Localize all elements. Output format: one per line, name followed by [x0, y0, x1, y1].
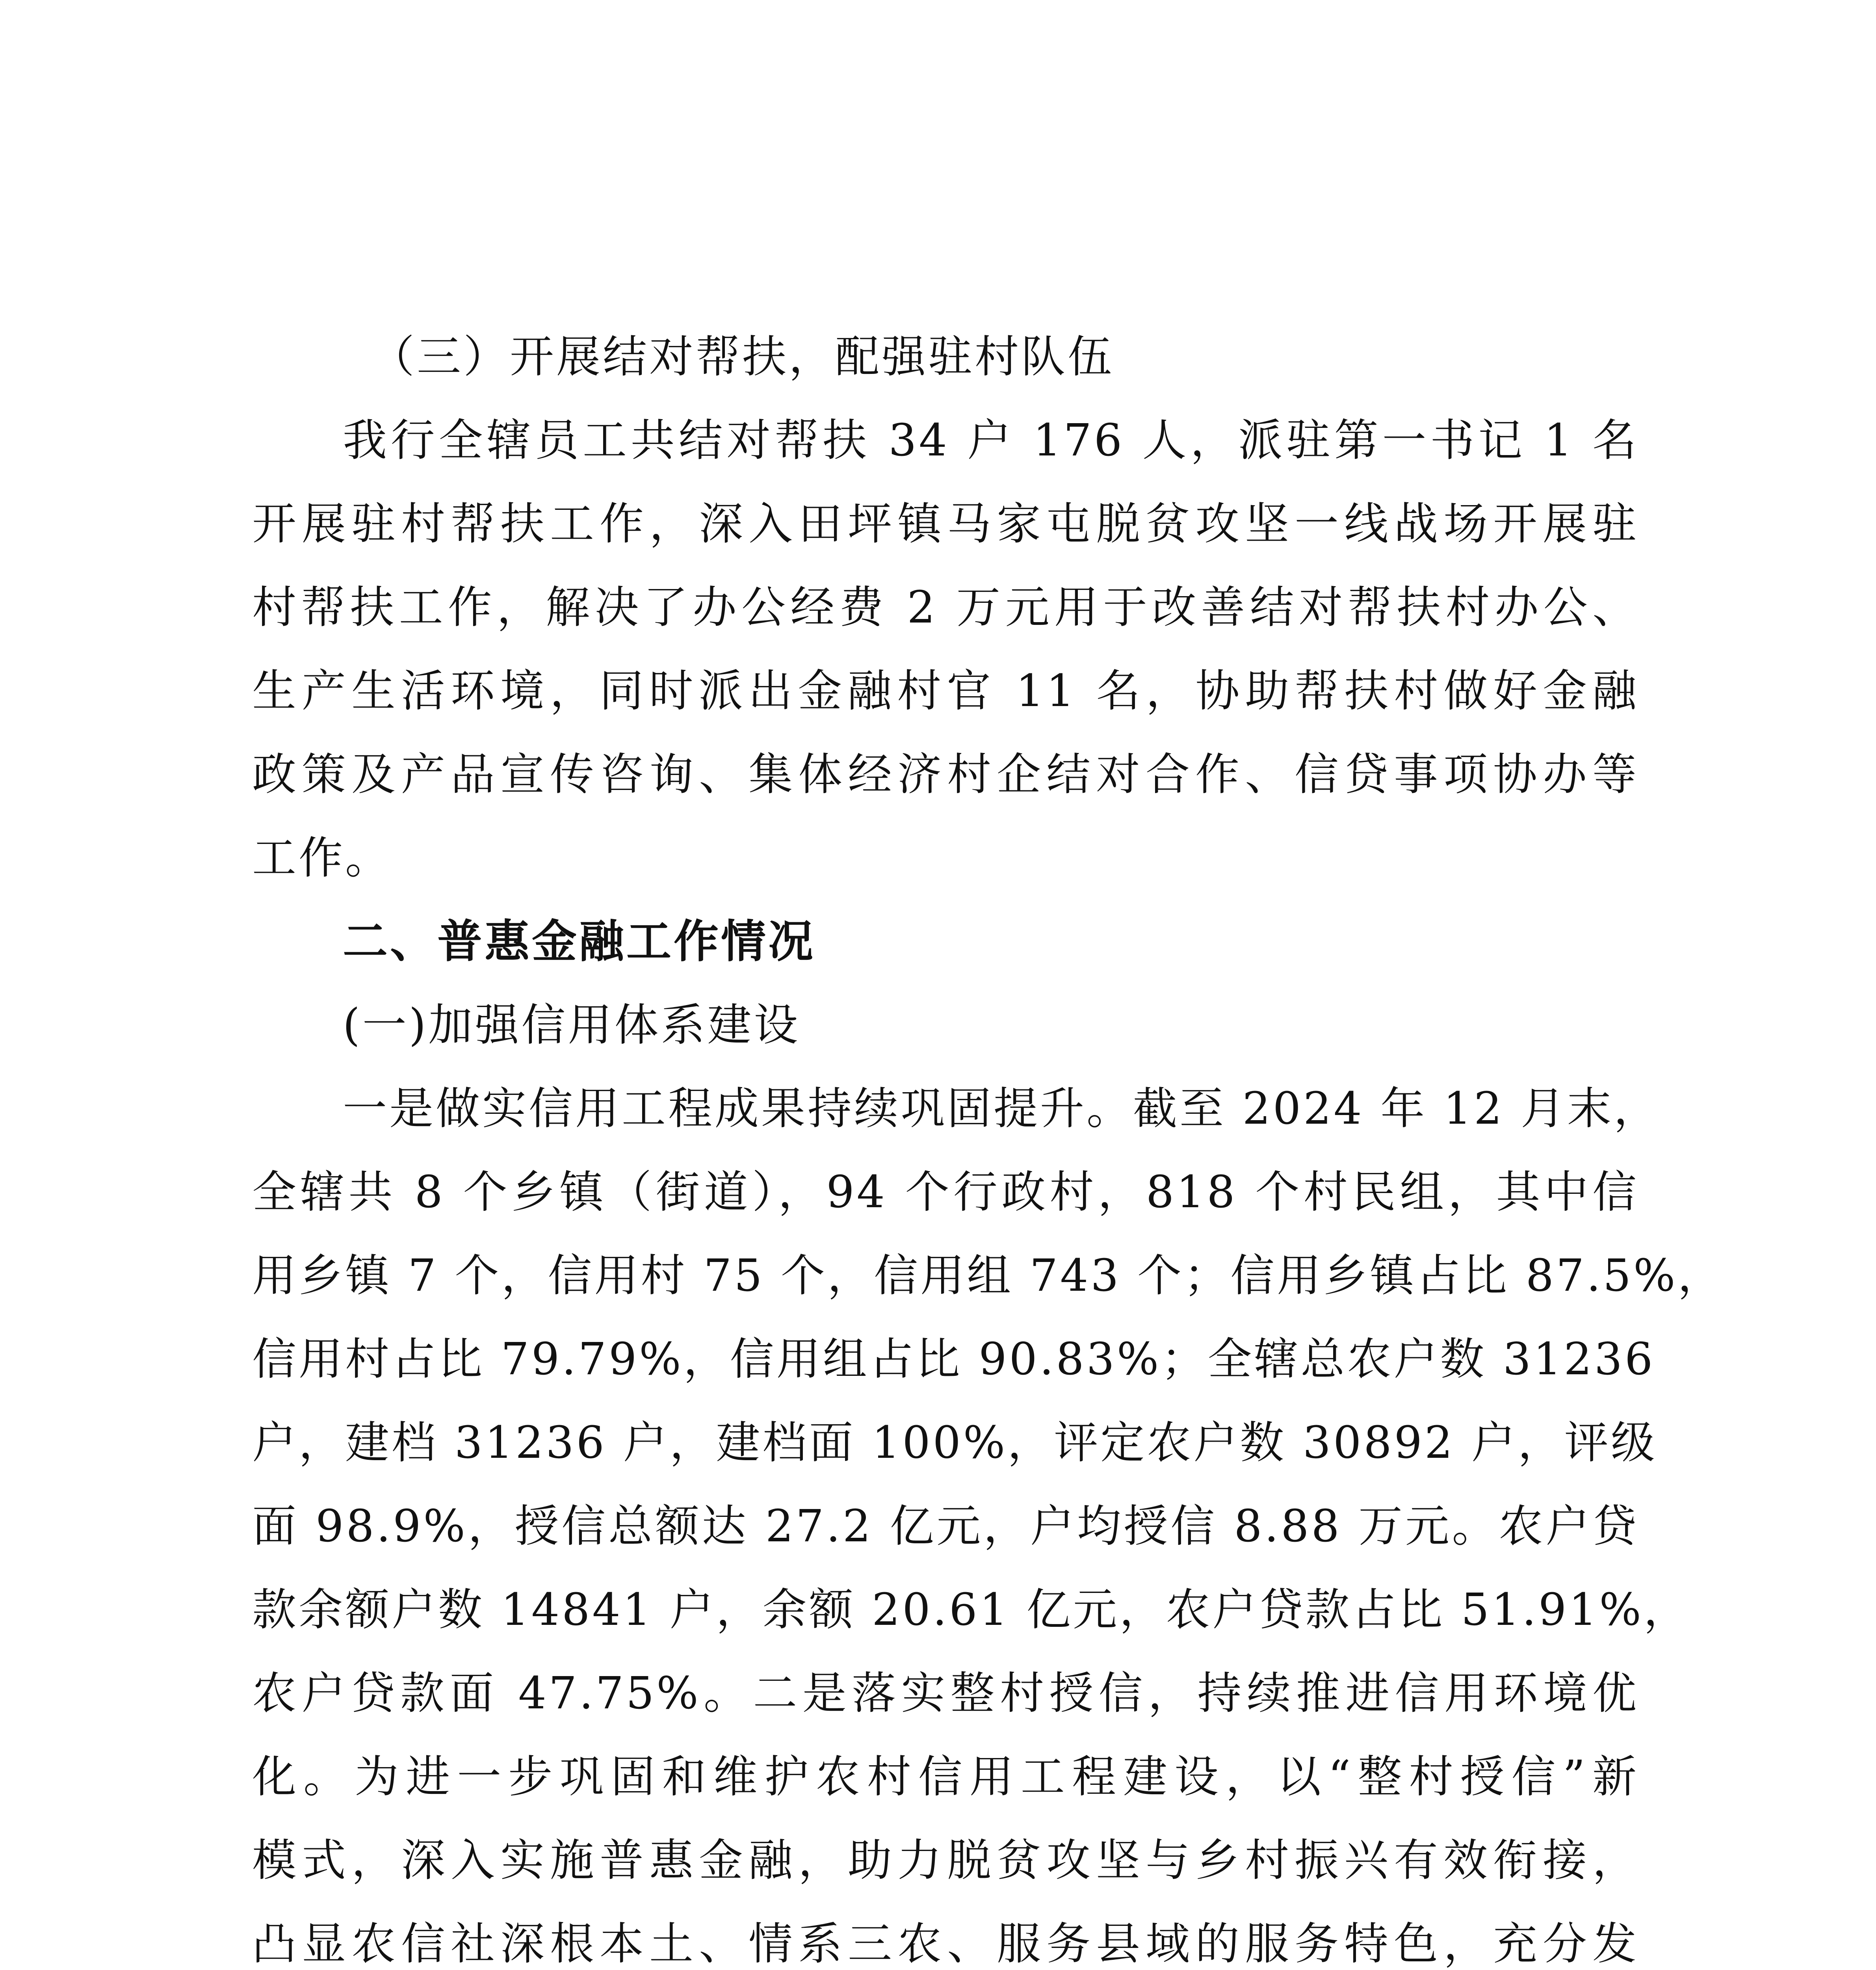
paragraph-line: 款余额户数 14841 户，余额 20.61 亿元，农户贷款占比 51.91%，	[252, 1584, 1690, 1635]
paragraph-line: 我行全辖员工共结对帮扶 34 户 176 人，派驻第一书记 1 名	[343, 415, 1639, 466]
paragraph-line: 全辖共 8 个乡镇（街道），94 个行政村，818 个村民组，其中信	[252, 1167, 1639, 1218]
paragraph-line: 农户贷款面 47.75%。二是落实整村授信，持续推进信用环境优	[252, 1668, 1639, 1719]
paragraph-line: 用乡镇 7 个，信用村 75 个，信用组 743 个；信用乡镇占比 87.5%，	[252, 1250, 1724, 1301]
paragraph-line: 化。为进一步巩固和维护农村信用工程建设，以“整村授信”新	[252, 1751, 1639, 1803]
paragraph-line: 凸显农信社深根本土、情系三农、服务县域的服务特色，充分发	[252, 1918, 1639, 1970]
paragraph-line: 模式，深入实施普惠金融，助力脱贫攻坚与乡村振兴有效衔接，	[252, 1835, 1639, 1886]
paragraph-line: 生产生活环境，同时派出金融村官 11 名，协助帮扶村做好金融	[252, 665, 1639, 717]
subsection-heading-3: （三）开展结对帮扶，配强驻村队伍	[370, 331, 1114, 383]
subsection-heading-1: (一)加强信用体系建设	[343, 1000, 801, 1051]
paragraph-line: 工作。	[252, 833, 392, 884]
paragraph-line: 信用村占比 79.79%，信用组占比 90.83%；全辖总农户数 31236	[252, 1334, 1655, 1385]
document-body	[252, 315, 1724, 1970]
paragraph-line: 政策及产品宣传咨询、集体经济村企结对合作、信贷事项协办等	[252, 749, 1639, 800]
paragraph-line: 面 98.9%，授信总额达 27.2 亿元，户均授信 8.88 万元。农户贷	[252, 1501, 1639, 1552]
paragraph-line: 村帮扶工作，解决了办公经费 2 万元用于改善结对帮扶村办公、	[252, 582, 1639, 633]
paragraph-line: 一是做实信用工程成果持续巩固提升。截至 2024 年 12 月末，	[343, 1083, 1660, 1134]
paragraph-line: 开展驻村帮扶工作，深入田坪镇马家屯脱贫攻坚一线战场开展驻	[252, 498, 1639, 550]
section-heading-2: 二、普惠金融工作情况	[343, 915, 816, 968]
paragraph-line: 户，建档 31236 户，建档面 100%，评定农户数 30892 户，评级	[252, 1417, 1657, 1468]
